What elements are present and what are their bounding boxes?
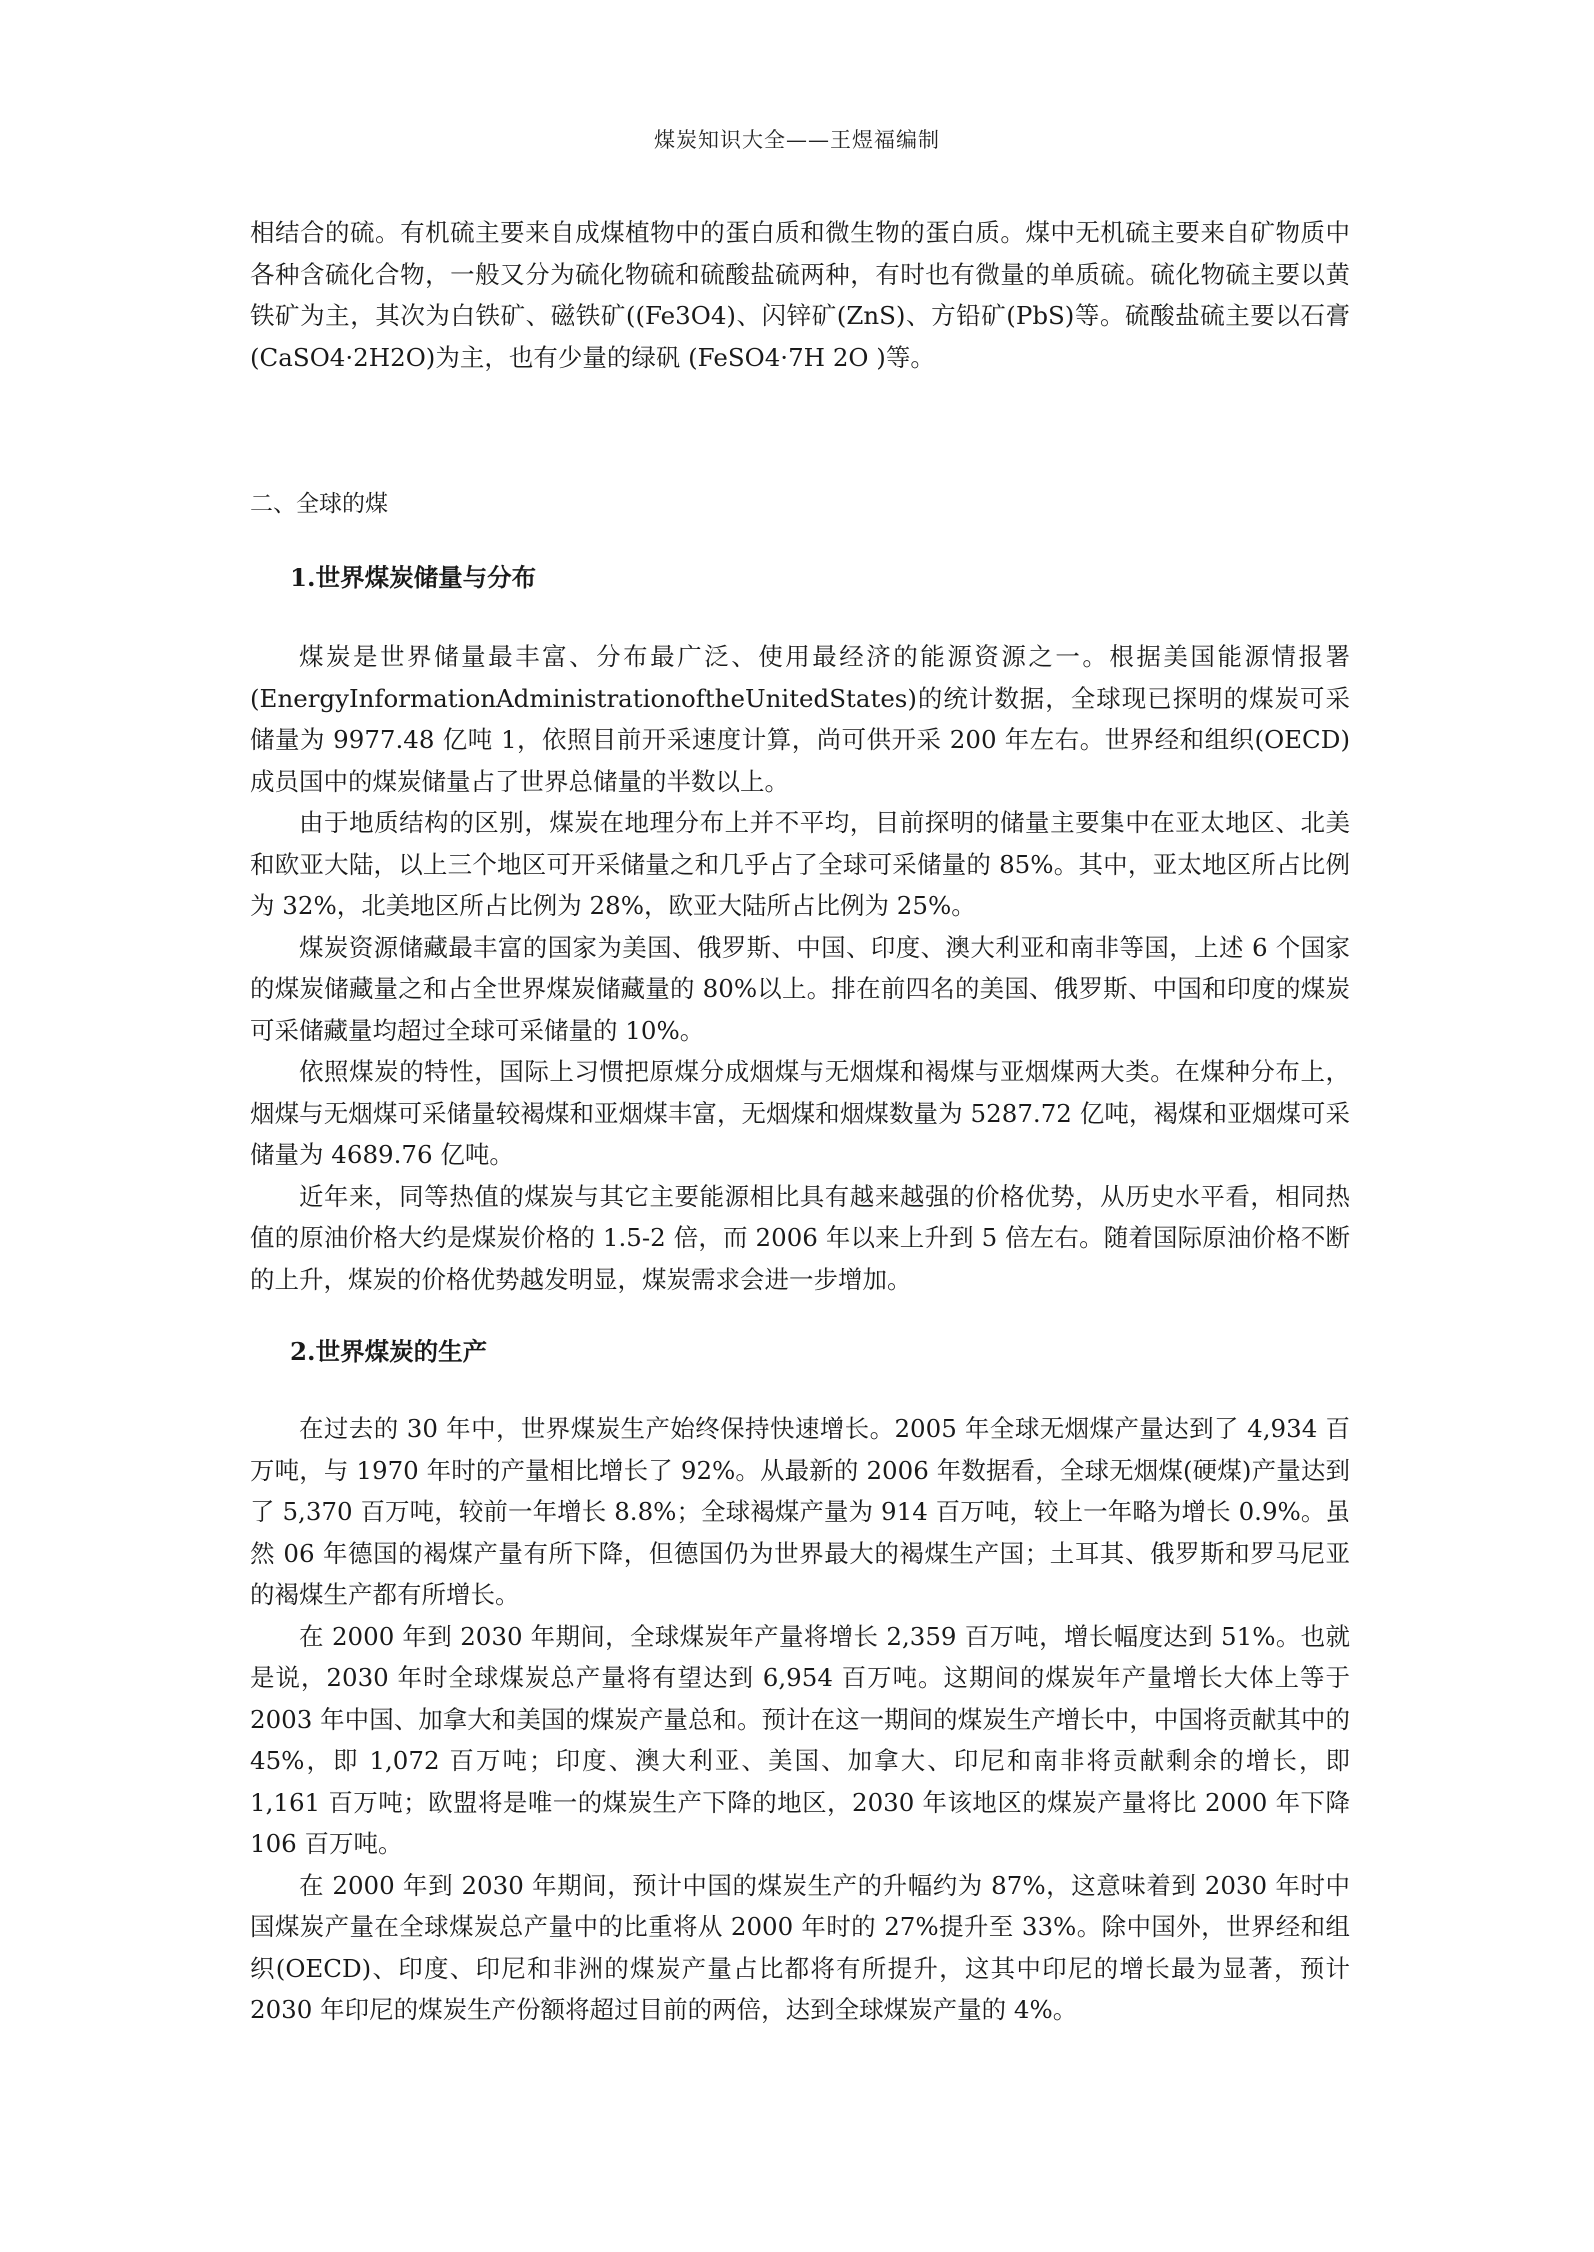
intro-paragraph: 相结合的硫。有机硫主要来自成煤植物中的蛋白质和微生物的蛋白质。煤中无机硫主要来自矿物质中各种含硫化合物，一般又分为硫化物硫和硫酸盐硫两种，有时也有微量的单质硫。硫化物硫主要以黄铁矿为主，其次为白铁矿、磁铁矿((Fe3O4)、闪锌矿(ZnS)、方铅矿(PbS)等。硫酸盐硫主要以石膏(CaSO4·2H2O)为主，也有少量的绿矾 (FeSO4·7H 2O )等。	[250, 218, 1350, 372]
paragraph: 近年来，同等热值的煤炭与其它主要能源相比具有越来越强的价格优势，从历史水平看，相同热值的原油价格大约是煤炭价格的 1.5-2 倍，而 2006 年以来上升到 5 倍左右。随着国际原油价格不断的上升，煤炭的价格优势越发明显，煤炭需求会进一步增加。	[250, 1181, 1350, 1294]
paragraph: 在 2000 年到 2030 年期间，预计中国的煤炭生产的升幅约为 87%，这意味着到 2030 年时中国煤炭产量在全球煤炭总产量中的比重将从 2000 年时的 27%提升至 33%。除中国外，世界经和组织(OECD)、印度、印尼和非洲的煤炭产量占比都将有所提升，这其中印尼的增长最为显著，预计 2030 年印尼的煤炭生产份额将超过目前的两倍，达到全球煤炭产量的 4%。	[250, 1870, 1350, 2024]
running-header: 煤炭知识大全——王煜福编制	[654, 128, 940, 152]
subsection-heading-reserves: 1.世界煤炭储量与分布	[290, 563, 537, 592]
section-heading: 二、全球的煤	[250, 491, 388, 517]
subsection-heading-production: 2.世界煤炭的生产	[290, 1337, 488, 1366]
paragraph: 由于地质结构的区别，煤炭在地理分布上并不平均，目前探明的储量主要集中在亚太地区、北美和欧亚大陆，以上三个地区可开采储量之和几乎占了全球可采储量的 85%。其中，亚太地区所占比例为 32%，北美地区所占比例为 28%，欧亚大陆所占比例为 25%。	[250, 808, 1350, 920]
paragraph: 煤炭是世界储量最丰富、分布最广泛、使用最经济的能源资源之一。根据美国能源情报署(EnergyInformationAdministrationoftheUnitedStates)的统计数据，全球现已探明的煤炭可采储量为 9977.48 亿吨 1，依照目前开采速度计算，尚可供开采 200 年左右。世界经和组织(OECD)成员国中的煤炭储量占了世界总储量的半数以上。	[250, 642, 1350, 796]
paragraph: 依照煤炭的特性，国际上习惯把原煤分成烟煤与无烟煤和褐煤与亚烟煤两大类。在煤种分布上，烟煤与无烟煤可采储量较褐煤和亚烟煤丰富，无烟煤和烟煤数量为 5287.72 亿吨，褐煤和亚烟煤可采储量为 4689.76 亿吨。	[250, 1057, 1350, 1169]
paragraph: 在 2000 年到 2030 年期间，全球煤炭年产量将增长 2,359 百万吨，增长幅度达到 51%。也就是说，2030 年时全球煤炭总产量将有望达到 6,954 百万吨。这期间的煤炭年产量增长大体上等于 2003 年中国、加拿大和美国的煤炭产量总和。预计在这一期间的煤炭生产增长中，中国将贡献其中的 45%，即 1,072 百万吨；印度、澳大利亚、美国、加拿大、印尼和南非将贡献剩余的增长，即 1,161 百万吨；欧盟将是唯一的煤炭生产下降的地区，2030 年该地区的煤炭产量将比 2000 年下降 106 百万吨。	[250, 1621, 1350, 1858]
page-content	[250, 212, 1350, 2031]
paragraph: 在过去的 30 年中，世界煤炭生产始终保持快速增长。2005 年全球无烟煤产量达到了 4,934 百万吨，与 1970 年时的产量相比增长了 92%。从最新的 2006 年数据看，全球无烟煤(硬煤)产量达到了 5,370 百万吨，较前一年增长 8.8%；全球褐煤产量为 914 百万吨，较上一年略为增长 0.9%。虽然 06 年德国的褐煤产量有所下降，但德国仍为世界最大的褐煤生产国；土耳其、俄罗斯和罗马尼亚的褐煤生产都有所增长。	[250, 1414, 1350, 1609]
paragraph: 煤炭资源储藏最丰富的国家为美国、俄罗斯、中国、印度、澳大利亚和南非等国，上述 6 个国家的煤炭储藏量之和占全世界煤炭储藏量的 80%以上。排在前四名的美国、俄罗斯、中国和印度的煤炭可采储藏量均超过全球可采储量的 10%。	[250, 932, 1350, 1045]
